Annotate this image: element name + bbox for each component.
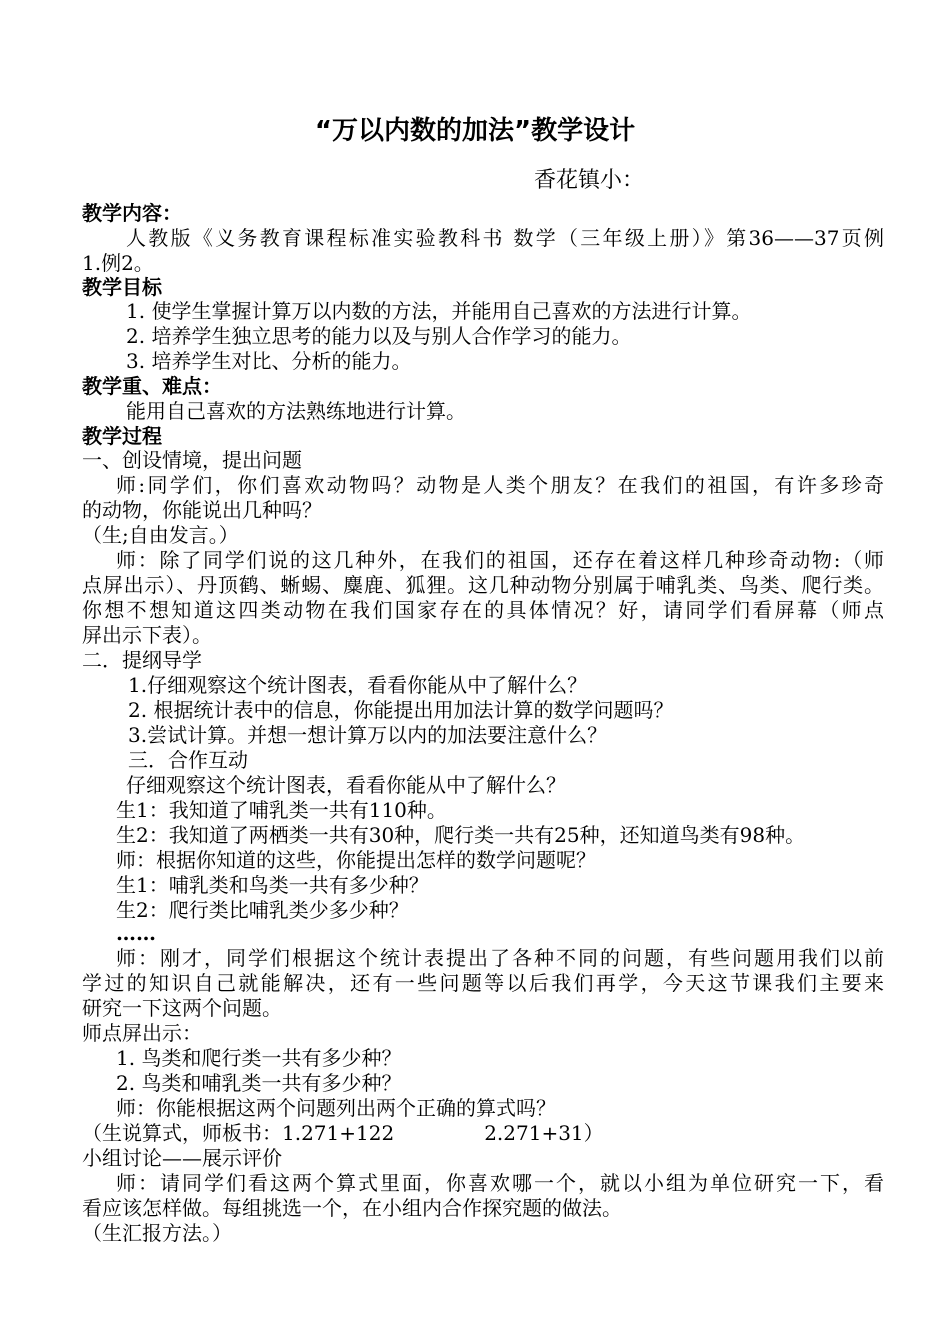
dialogue-line: 生2：我知道了两栖类一共有30种，爬行类一共有25种，还知道鸟类有98种。	[116, 823, 806, 847]
outline-item: 1.仔细观察这个统计图表，看看你能从中了解什么？	[128, 673, 588, 697]
dialogue-line: 仔细观察这个统计图表，看看你能从中了解什么？	[126, 773, 566, 797]
dialogue-line: 师：你能根据这两个问题列出两个正确的算式吗？	[116, 1096, 556, 1120]
paragraph-line: 师：除了同学们说的这几种外，在我们的祖国，还存在着这样几种珍奇动物:（师	[116, 548, 884, 572]
paragraph-line: 点屏出示）、丹顶鹤、蜥蜴、麋鹿、狐狸。这几种动物分别属于哺乳类、鸟类、爬行类。	[82, 573, 884, 597]
dialogue-line: 师：根据你知道的这些，你能提出怎样的数学问题呢？	[116, 848, 596, 872]
formula-line	[82, 1121, 884, 1146]
paragraph-line: 看应该怎样做。每组挑选一个，在小组内合作探究题的做法。	[82, 1196, 622, 1220]
student-note: （生;自由发言。）	[82, 523, 239, 547]
key-text: 能用自己喜欢的方法熟练地进行计算。	[126, 399, 466, 423]
ellipsis: ……	[116, 921, 156, 945]
author-line: 香花镇小：	[534, 168, 645, 193]
dialogue-line: 生2：爬行类比哺乳类少多少种？	[116, 898, 409, 922]
outline-item: 3.尝试计算。并想一想计算万以内的加法要注意什么？	[128, 723, 608, 747]
show-item: 2. 鸟类和哺乳类一共有多少种？	[116, 1071, 402, 1095]
paragraph-line: 研究一下这两个问题。	[82, 996, 282, 1020]
goal-item: 1. 使学生掌握计算万以内数的方法，并能用自己喜欢的方法进行计算。	[126, 299, 752, 323]
formula-1: （生说算式，师板书：1.271+122	[82, 1121, 395, 1145]
content-heading: 教学内容：	[82, 201, 182, 225]
show-item: 1. 鸟类和爬行类一共有多少种？	[116, 1046, 402, 1070]
goal-item: 2. 培养学生独立思考的能力以及与别人合作学习的能力。	[126, 324, 632, 348]
dialogue-line: 生1：哺乳类和鸟类一共有多少种？	[116, 873, 429, 897]
goal-item: 3. 培养学生对比、分析的能力。	[126, 349, 412, 373]
section-3-title: 三．合作互动	[128, 748, 248, 772]
goals-heading: 教学目标	[82, 275, 162, 299]
formula-2: 2.271+31）	[484, 1121, 604, 1145]
paragraph-line: 师：刚才，同学们根据这个统计表提出了各种不同的问题，有些问题用我们以前	[116, 946, 884, 970]
paragraph-line: 师：请同学们看这两个算式里面，你喜欢哪一个，就以小组为单位研究一下，看	[116, 1171, 884, 1195]
dialogue-line: 生1：我知道了哺乳类一共有110种。	[116, 798, 447, 822]
process-heading: 教学过程	[82, 424, 162, 448]
content-line-2: 1.例2。	[82, 251, 154, 275]
group-title: 小组讨论——展示评价	[82, 1146, 282, 1170]
student-note: （生汇报方法。）	[82, 1221, 232, 1245]
paragraph-line: 的动物，你能说出几种吗？	[82, 498, 322, 522]
content-line-1: 人教版《义务教育课程标准实验教科书 数学（三年级上册）》第36——37页例	[126, 226, 884, 250]
key-heading: 教学重、难点：	[82, 374, 222, 398]
section-1-title: 一、创设情境，提出问题	[82, 448, 302, 472]
paragraph-line: 屏出示下表）。	[82, 623, 212, 647]
section-2-title: 二．提纲导学	[82, 648, 202, 672]
outline-item: 2. 根据统计表中的信息，你能提出用加法计算的数学问题吗？	[128, 698, 674, 722]
document-title: “万以内数的加法”教学设计	[314, 116, 636, 146]
paragraph-line: 你想不想知道这四类动物在我们国家存在的具体情况？好，请同学们看屏幕（师点	[82, 598, 884, 622]
paragraph-line: 师:同学们，你们喜欢动物吗？动物是人类个朋友？在我们的祖国，有许多珍奇	[116, 473, 884, 497]
show-label: 师点屏出示：	[82, 1021, 202, 1045]
paragraph-line: 学过的知识自己就能解决，还有一些问题等以后我们再学，今天这节课我们主要来	[82, 971, 884, 995]
